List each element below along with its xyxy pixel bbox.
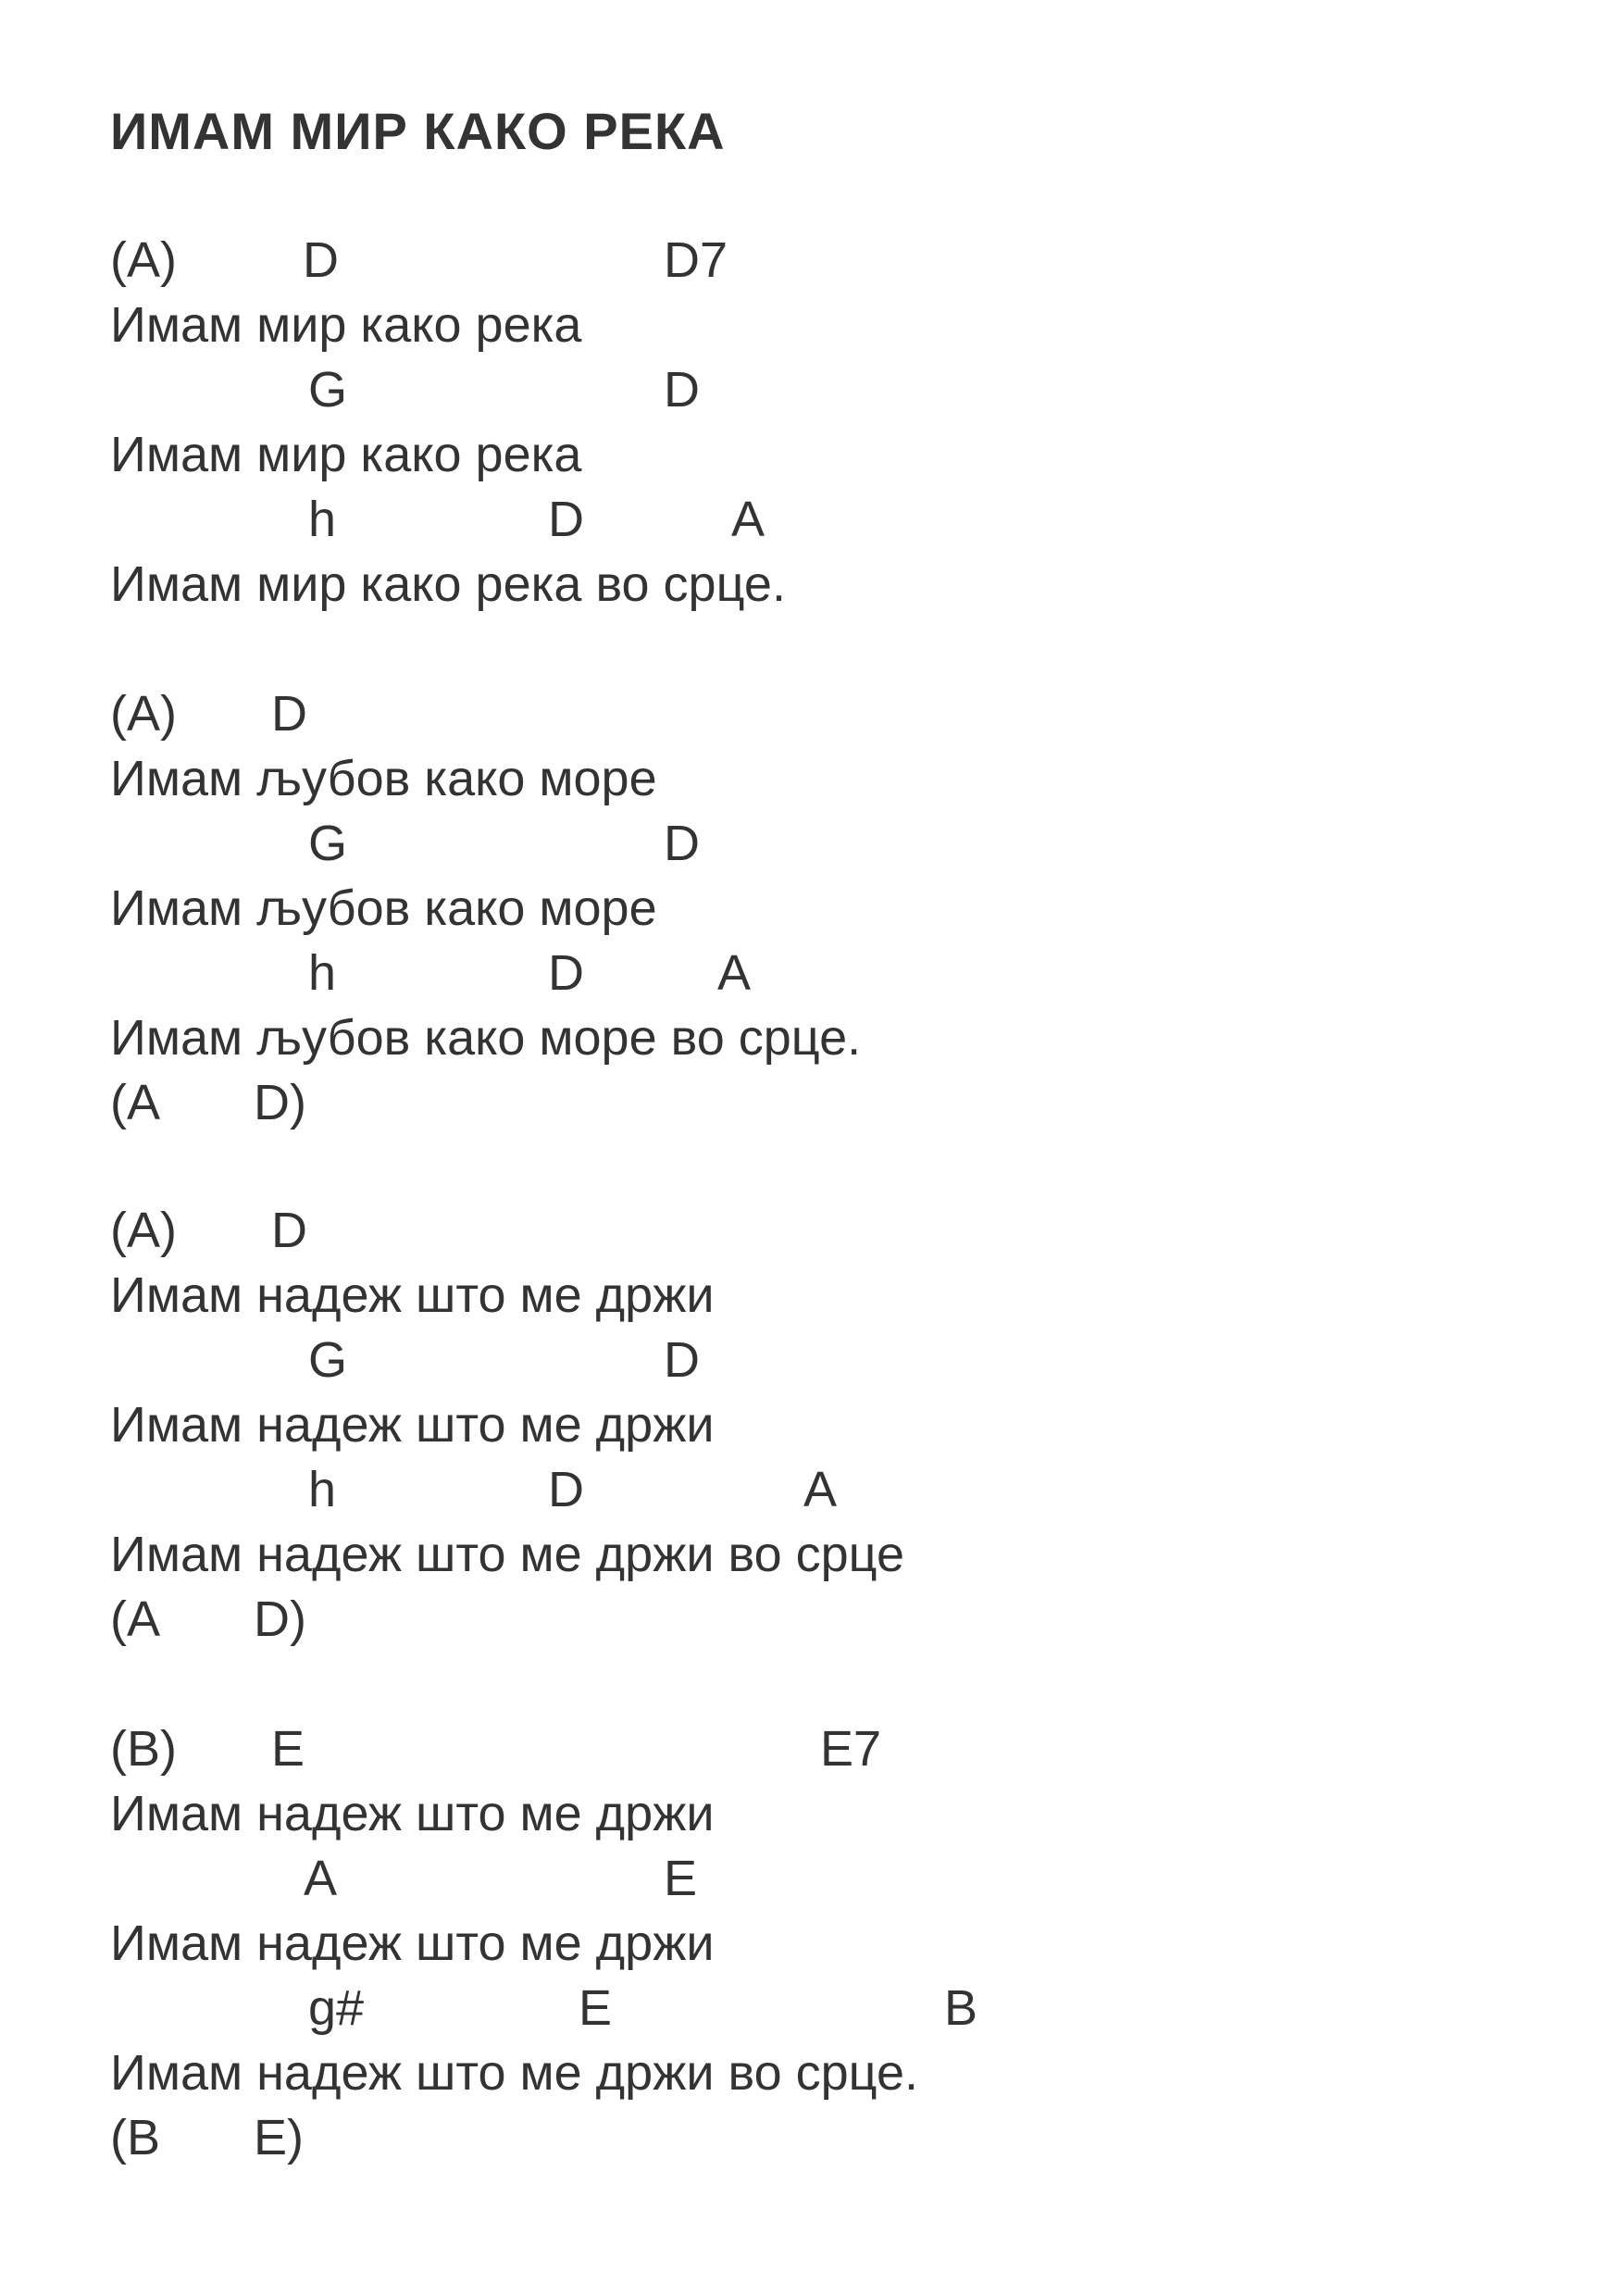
chord: E7 bbox=[820, 1721, 882, 1777]
lyric-line: Имам мир како река bbox=[110, 427, 582, 482]
lyric-line: Имам љубов како море bbox=[110, 880, 657, 936]
section-label: (A) bbox=[110, 232, 177, 288]
chord: E bbox=[664, 1851, 698, 1906]
chord: h bbox=[308, 1462, 337, 1517]
song-title: ИМАМ МИР КАКО РЕКА bbox=[110, 102, 726, 160]
lyric-line: Имам мир како река bbox=[110, 297, 582, 353]
lyric-line: Имам љубов како море bbox=[110, 751, 657, 806]
chord: g# bbox=[308, 1980, 365, 2036]
chord: B bbox=[944, 1980, 978, 2036]
chord: D bbox=[548, 1462, 584, 1517]
outro-chord: D) bbox=[254, 1591, 306, 1647]
chord: A bbox=[803, 1462, 838, 1517]
lyric-line: Имам надеж што ме држи во срце bbox=[110, 1527, 904, 1582]
chord: h bbox=[308, 945, 337, 1001]
chord: E bbox=[271, 1721, 305, 1777]
chord: D bbox=[548, 945, 584, 1001]
chord: D7 bbox=[664, 232, 728, 288]
chord: G bbox=[308, 362, 348, 418]
chord: D bbox=[664, 1332, 700, 1388]
chord: D bbox=[664, 816, 700, 871]
outro-chord: (B bbox=[110, 2110, 160, 2165]
lyric-line: Имам надеж што ме држи во срце. bbox=[110, 2045, 918, 2101]
chord: h bbox=[308, 492, 337, 547]
chord: D bbox=[271, 1203, 307, 1258]
lyric-line: Имам надеж што ме држи bbox=[110, 1267, 715, 1323]
section-label: (A) bbox=[110, 1203, 177, 1258]
chord: G bbox=[308, 1332, 348, 1388]
lyric-line: Имам мир како река во срце. bbox=[110, 556, 786, 612]
chord: A bbox=[731, 492, 765, 547]
chord: D bbox=[303, 232, 339, 288]
lyric-line: Имам љубов како море во срце. bbox=[110, 1010, 862, 1066]
lyric-line: Имам надеж што ме држи bbox=[110, 1786, 715, 1841]
lyric-line: Имам надеж што ме држи bbox=[110, 1397, 715, 1453]
section-label: (A) bbox=[110, 686, 177, 742]
chord: G bbox=[308, 816, 348, 871]
chord: D bbox=[548, 492, 584, 547]
lyric-line: Имам надеж што ме држи bbox=[110, 1915, 715, 1971]
chord: A bbox=[717, 945, 752, 1001]
chord: D bbox=[271, 686, 307, 742]
outro-chord: (A bbox=[110, 1075, 160, 1130]
outro-chord: E) bbox=[254, 2110, 304, 2165]
section-label: (B) bbox=[110, 1721, 177, 1777]
outro-chord: D) bbox=[254, 1075, 306, 1130]
outro-chord: (A bbox=[110, 1591, 160, 1647]
chord: D bbox=[664, 362, 700, 418]
chord: E bbox=[579, 1980, 613, 2036]
chord: A bbox=[304, 1851, 338, 1906]
